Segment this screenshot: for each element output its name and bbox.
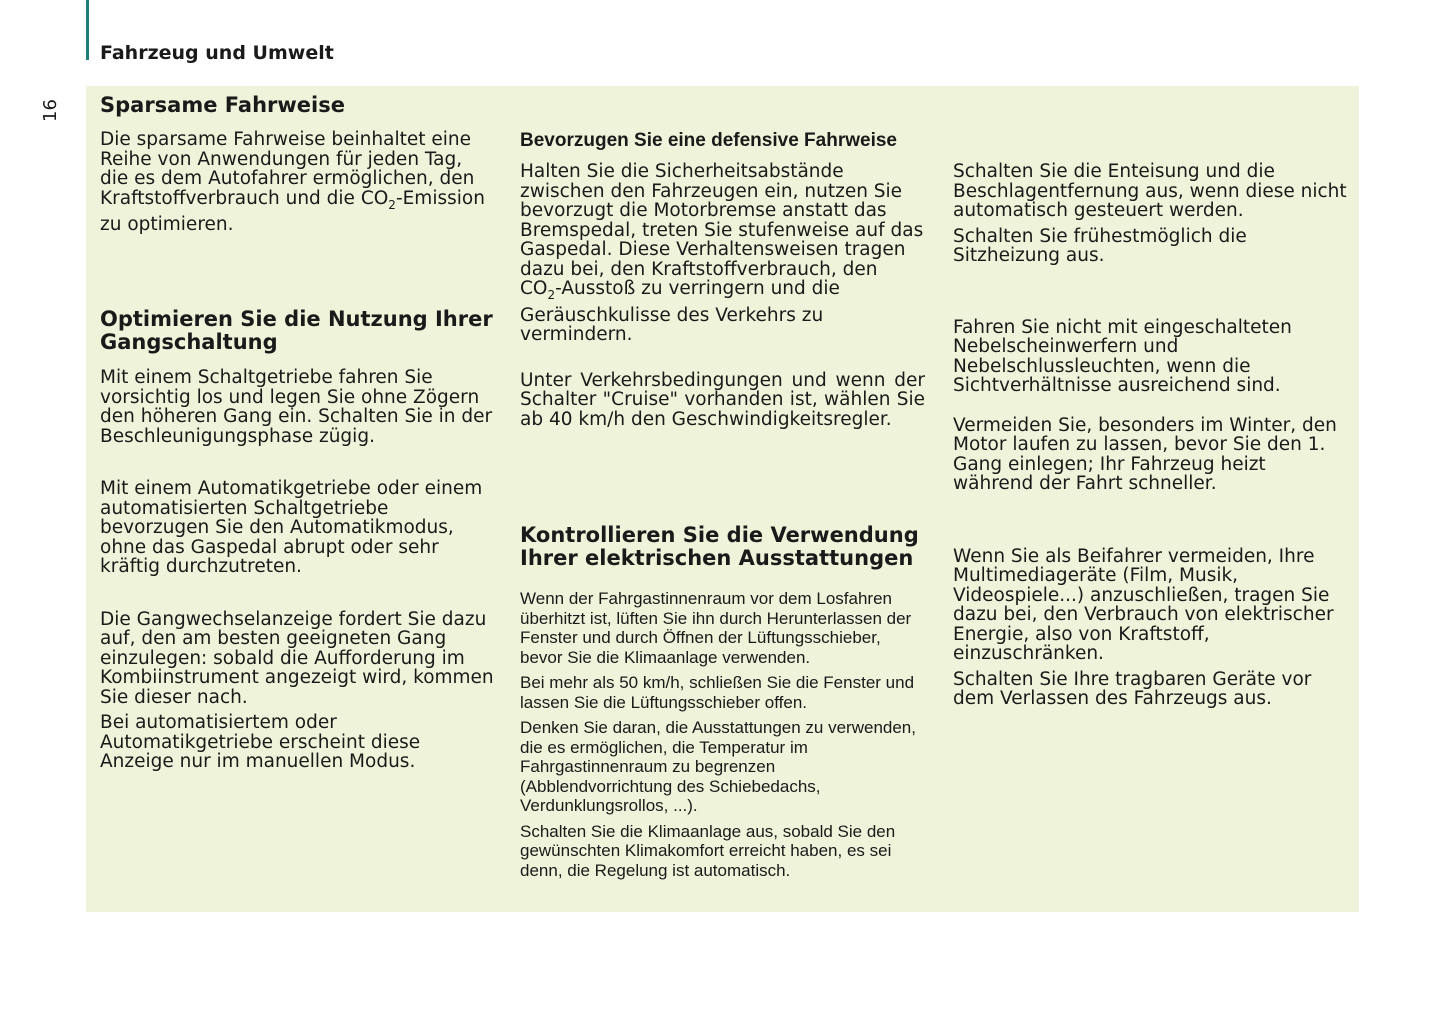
gear-paragraph-3: Die Gangwechselanzeige fordert Sie dazu auf, den am besten geeigneten Gang einzulegen: sobald die Aufforderung im Kombiinstrument angezeigt wird, kommen Sie dieser nach. [100,608,494,708]
defensive-paragraph-2: Unter Verkehrsbedingungen und wenn der Schalter "Cruise" vorhanden ist, wählen Sie ab 40 km/h den Geschwindigkeitsregler. [520,369,925,430]
column-3 [953,162,1348,709]
gear-paragraph-4: Bei automatisiertem oder Automatikgetriebe erscheint diese Anzeige nur im manuellen Modus. [100,712,421,772]
gear-heading: Optimieren Sie die Nutzung Ihrer Gangschaltung [100,307,493,354]
gear-paragraph-1: Mit einem Schaltgetriebe fahren Sie vorsichtig los und legen Sie ohne Zögern den höheren Gang ein. Schalten Sie in der Beschleunigungsphase zügig. [100,367,493,447]
electric-paragraph-4: Schalten Sie die Klimaanlage aus, sobald Sie den gewünschten Klimakomfort erreicht haben, es sei denn, die Regelung ist automatisch. [520,821,896,880]
intro-paragraph: Die sparsame Fahrweise beinhaltet eine Reihe von Anwendungen für jeden Tag, die es dem Autofahrer ermöglichen, den Kraftstoffverbrauch und die $CO_2$-Emission zu optimieren. [100,129,485,235]
col3-paragraph-3: Fahren Sie nicht mit eingeschalteten Nebelscheinwerfern und Nebelschlussleuchten, wenn die Sichtverhältnisse ausreichend sind. [953,316,1292,396]
col3-paragraph-5: Wenn Sie als Beifahrer vermeiden, Ihre Multimediageräte (Film, Musik, Videospiele...) anzuschließen, tragen Sie dazu bei, den Verbrauch von elektrischer Energie, also von Kraftstoff, einzuschränken. [953,545,1334,664]
section-header: Fahrzeug und Umwelt [100,42,334,64]
gear-section [100,308,495,772]
electric-paragraph-3: Denken Sie daran, die Ausstattungen zu verwenden, die es ermöglichen, die Temperatur im Fahrgastinnenraum zu begrenzen (Abblendvorrichtung des Schiebedachs, Verdunklungsrollos, ...). [520,718,916,815]
electric-heading: Kontrollieren Sie die Verwendung Ihrer elektrischen Ausstattungen [520,523,919,570]
col3-paragraph-6: Schalten Sie Ihre tragbaren Geräte vor dem Verlassen des Fahrzeugs aus. [953,668,1312,709]
page-title: Sparsame Fahrweise [100,93,345,117]
header-accent-bar [86,0,89,60]
col3-paragraph-1: Schalten Sie die Enteisung und die Beschlagentfernung aus, wenn diese nicht automatisch gesteuert werden. [953,161,1347,221]
column-1 [100,94,495,235]
electric-paragraph-2: Bei mehr als 50 km/h, schließen Sie die Fenster und lassen Sie die Lüftungsschieber offen. [520,673,915,712]
defensive-heading: Bevorzugen Sie eine defensive Fahrweise [520,130,897,151]
electric-paragraph-1: Wenn der Fahrgastinnenraum vor dem Losfahren überhitzt ist, lüften Sie ihn durch Herunterlassen der Fenster und durch Öffnen der Lüftungsschieber, bevor Sie die Klimaanlage verwenden. [520,589,912,667]
col3-paragraph-4: Vermeiden Sie, besonders im Winter, den Motor laufen zu lassen, bevor Sie den 1. Gang einlegen; Ihr Fahrzeug heizt während der Fahrt schneller. [953,414,1337,494]
column-2 [520,130,925,429]
defensive-paragraph-1: Halten Sie die Sicherheitsabstände zwischen den Fahrzeugen ein, nutzen Sie bevorzugt die Motorbremse anstatt das Bremspedal, treten Sie stufenweise auf das Gaspedal. Diese Verhaltensweisen tragen dazu bei, den Kraftstoffverbrauch, den $CO_2$-Ausstoß zu verringern und die Geräuschkulisse des Verkehrs zu vermindern. [520,161,924,345]
gear-paragraph-2: Mit einem Automatikgetriebe oder einem automatisierten Schaltgetriebe bevorzugen Sie den Automatikmodus, ohne das Gaspedal abrupt oder sehr kräftig durchzutreten. [100,478,483,577]
col3-paragraph-2: Schalten Sie frühestmöglich die Sitzheizung aus. [953,225,1247,266]
electric-section [520,524,925,880]
page-number: 16 [40,99,61,122]
